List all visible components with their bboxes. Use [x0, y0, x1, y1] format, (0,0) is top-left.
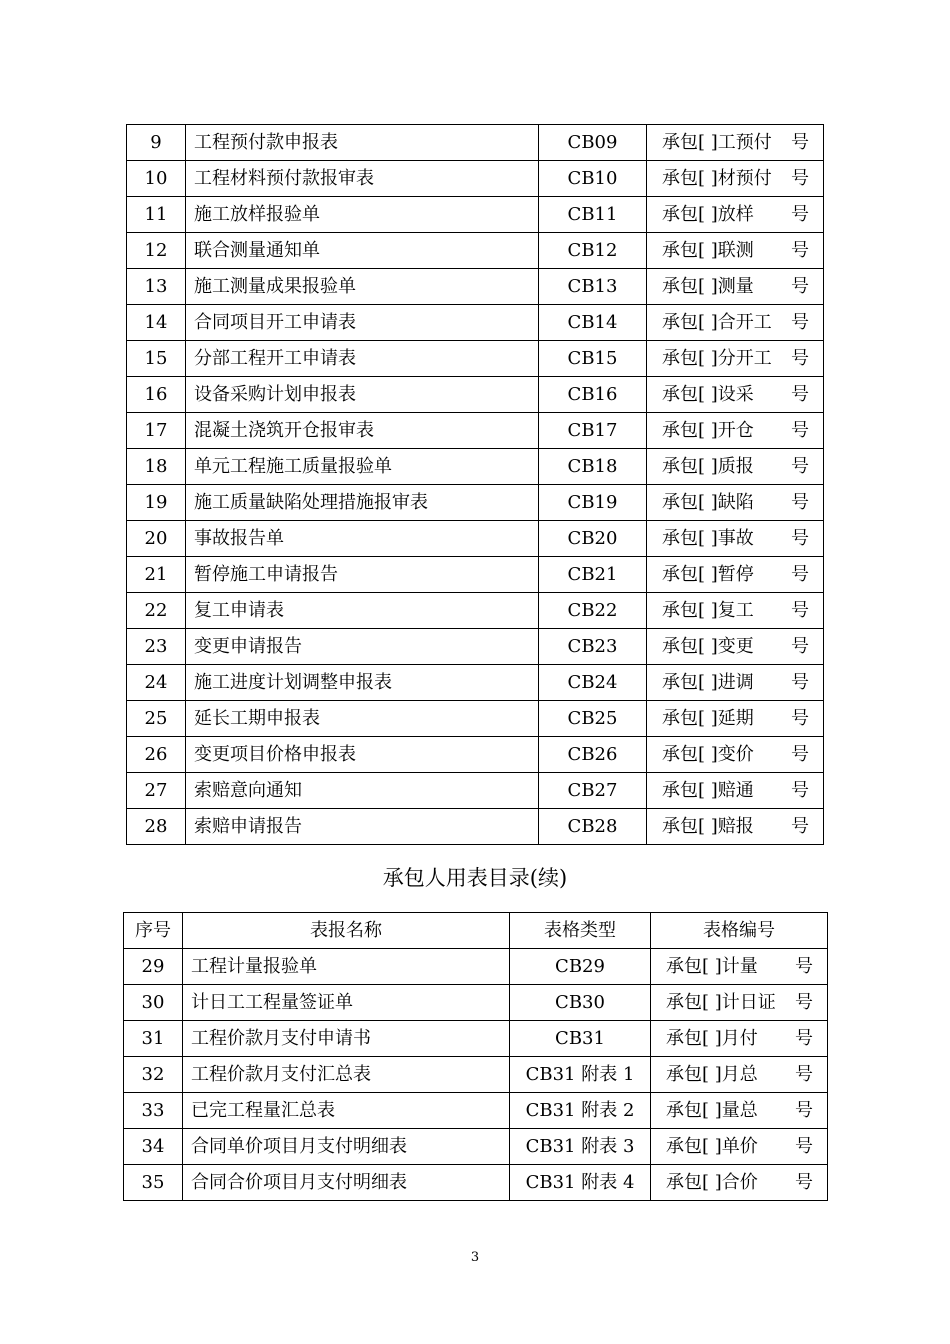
form-code-suffix: 号: [795, 1064, 813, 1085]
row-serial: 17: [127, 413, 186, 449]
row-form-type: CB16: [539, 377, 647, 413]
row-form-name: 复工申请表: [186, 593, 539, 629]
row-form-name: 施工测量成果报验单: [186, 269, 539, 305]
form-code-suffix: 号: [791, 600, 809, 621]
form-code-text: 承包[ ]月付: [666, 1028, 758, 1049]
row-form-name: 工程材料预付款报审表: [186, 161, 539, 197]
row-form-type: CB18: [539, 449, 647, 485]
form-code-suffix: 号: [795, 956, 813, 977]
row-form-name: 分部工程开工申请表: [186, 341, 539, 377]
row-serial: 20: [127, 521, 186, 557]
row-form-type: CB17: [539, 413, 647, 449]
header-form-name: 表报名称: [183, 913, 510, 949]
form-code-wrap: [662, 197, 815, 232]
form-code-text: 承包[ ]材预付: [662, 168, 772, 189]
form-code-text: 承包[ ]单价: [666, 1136, 758, 1157]
header-form-code: 表格编号: [651, 913, 828, 949]
row-serial: 35: [124, 1165, 183, 1201]
table-row: [127, 701, 824, 737]
form-code-wrap: [666, 1129, 819, 1164]
form-code-wrap: [666, 1057, 819, 1092]
table-row: [127, 233, 824, 269]
row-form-code: [647, 377, 824, 413]
form-code-text: 承包[ ]质报: [662, 456, 754, 477]
form-code-suffix: 号: [795, 992, 813, 1013]
table-row: [127, 161, 824, 197]
row-serial: 27: [127, 773, 186, 809]
row-serial: 15: [127, 341, 186, 377]
form-code-text: 承包[ ]赔通: [662, 780, 754, 801]
page-number: 3: [470, 1250, 480, 1265]
row-serial: 13: [127, 269, 186, 305]
header-serial: 序号: [124, 913, 183, 949]
row-serial: 31: [124, 1021, 183, 1057]
table-row: [127, 269, 824, 305]
row-serial: 23: [127, 629, 186, 665]
form-code-wrap: [662, 665, 815, 700]
row-form-code: [647, 341, 824, 377]
row-form-name: 索赔意向通知: [186, 773, 539, 809]
row-serial: 21: [127, 557, 186, 593]
row-form-name: 工程价款月支付汇总表: [183, 1057, 510, 1093]
row-serial: 30: [124, 985, 183, 1021]
table-row: [127, 521, 824, 557]
form-code-suffix: 号: [791, 816, 809, 837]
table-row: [127, 809, 824, 845]
row-form-name: 施工放样报验单: [186, 197, 539, 233]
form-code-suffix: 号: [795, 1172, 813, 1193]
form-code-suffix: 号: [791, 204, 809, 225]
row-form-name: 联合测量通知单: [186, 233, 539, 269]
table-row: [124, 1057, 828, 1093]
table-row: [124, 1129, 828, 1165]
form-code-wrap: [662, 233, 815, 268]
form-code-suffix: 号: [791, 744, 809, 765]
form-code-wrap: [662, 629, 815, 664]
row-form-type: CB23: [539, 629, 647, 665]
row-form-type: CB31 附表 2: [510, 1093, 651, 1129]
row-form-name: 事故报告单: [186, 521, 539, 557]
form-code-suffix: 号: [791, 492, 809, 513]
table-row: [127, 737, 824, 773]
form-code-text: 承包[ ]暂停: [662, 564, 754, 585]
form-code-text: 承包[ ]分开工: [662, 348, 772, 369]
row-form-name: 混凝土浇筑开仓报审表: [186, 413, 539, 449]
row-serial: 32: [124, 1057, 183, 1093]
form-code-wrap: [662, 305, 815, 340]
row-form-code: [647, 125, 824, 161]
form-code-wrap: [662, 125, 815, 160]
row-form-type: CB24: [539, 665, 647, 701]
row-serial: 29: [124, 949, 183, 985]
row-form-name: 设备采购计划申报表: [186, 377, 539, 413]
form-code-wrap: [666, 985, 819, 1020]
form-code-wrap: [662, 485, 815, 520]
form-code-text: 承包[ ]合价: [666, 1172, 758, 1193]
row-form-name: 合同合价项目月支付明细表: [183, 1165, 510, 1201]
row-form-type: CB21: [539, 557, 647, 593]
form-code-suffix: 号: [791, 672, 809, 693]
row-form-type: CB15: [539, 341, 647, 377]
row-serial: 24: [127, 665, 186, 701]
form-code-wrap: [662, 809, 815, 844]
form-code-wrap: [662, 341, 815, 376]
form-code-suffix: 号: [795, 1028, 813, 1049]
form-code-suffix: 号: [795, 1100, 813, 1121]
table-row: [127, 413, 824, 449]
table-row: [127, 773, 824, 809]
form-code-suffix: 号: [791, 528, 809, 549]
row-form-name: 已完工程量汇总表: [183, 1093, 510, 1129]
row-form-code: [647, 305, 824, 341]
row-form-type: CB26: [539, 737, 647, 773]
row-form-code: [651, 1057, 828, 1093]
form-code-text: 承包[ ]月总: [666, 1064, 758, 1085]
row-form-code: [647, 737, 824, 773]
row-form-code: [647, 485, 824, 521]
form-code-wrap: [662, 521, 815, 556]
form-code-text: 承包[ ]变更: [662, 636, 754, 657]
row-form-name: 变更项目价格申报表: [186, 737, 539, 773]
row-serial: 11: [127, 197, 186, 233]
row-form-name: 施工质量缺陷处理措施报审表: [186, 485, 539, 521]
table-row: [124, 1021, 828, 1057]
row-form-code: [647, 233, 824, 269]
row-form-code: [647, 557, 824, 593]
row-form-type: CB20: [539, 521, 647, 557]
form-code-wrap: [666, 1093, 819, 1128]
table-row: [127, 377, 824, 413]
form-code-wrap: [662, 701, 815, 736]
row-form-code: [647, 521, 824, 557]
row-serial: 12: [127, 233, 186, 269]
table-row: [127, 485, 824, 521]
row-form-type: CB27: [539, 773, 647, 809]
table-header-row: [124, 913, 828, 949]
form-code-text: 承包[ ]事故: [662, 528, 754, 549]
form-code-wrap: [662, 593, 815, 628]
form-code-text: 承包[ ]工预付: [662, 132, 772, 153]
row-form-code: [647, 593, 824, 629]
form-code-suffix: 号: [791, 780, 809, 801]
form-code-text: 承包[ ]量总: [666, 1100, 758, 1121]
table-row: [127, 449, 824, 485]
form-code-wrap: [662, 377, 815, 412]
row-form-type: CB10: [539, 161, 647, 197]
row-form-code: [647, 629, 824, 665]
table-row: [124, 949, 828, 985]
row-form-type: CB14: [539, 305, 647, 341]
row-form-name: 索赔申请报告: [186, 809, 539, 845]
form-code-suffix: 号: [791, 636, 809, 657]
row-form-type: CB30: [510, 985, 651, 1021]
row-form-type: CB28: [539, 809, 647, 845]
form-code-text: 承包[ ]放样: [662, 204, 754, 225]
form-code-text: 承包[ ]设采: [662, 384, 754, 405]
table-row: [127, 629, 824, 665]
row-form-type: CB29: [510, 949, 651, 985]
row-form-code: [647, 665, 824, 701]
form-code-wrap: [662, 449, 815, 484]
row-form-code: [647, 197, 824, 233]
form-code-suffix: 号: [791, 348, 809, 369]
table-row: [127, 557, 824, 593]
row-form-code: [647, 701, 824, 737]
form-code-text: 承包[ ]合开工: [662, 312, 772, 333]
form-code-suffix: 号: [791, 312, 809, 333]
row-form-name: 暂停施工申请报告: [186, 557, 539, 593]
row-serial: 14: [127, 305, 186, 341]
row-form-name: 单元工程施工质量报验单: [186, 449, 539, 485]
row-serial: 25: [127, 701, 186, 737]
form-code-wrap: [666, 1165, 819, 1200]
row-form-name: 合同项目开工申请表: [186, 305, 539, 341]
form-code-text: 承包[ ]开仓: [662, 420, 754, 441]
row-form-type: CB31 附表 1: [510, 1057, 651, 1093]
form-code-text: 承包[ ]计量: [666, 956, 758, 977]
row-serial: 18: [127, 449, 186, 485]
row-serial: 33: [124, 1093, 183, 1129]
row-form-name: 施工进度计划调整申报表: [186, 665, 539, 701]
form-code-text: 承包[ ]测量: [662, 276, 754, 297]
row-form-type: CB25: [539, 701, 647, 737]
form-code-suffix: 号: [791, 240, 809, 261]
row-form-code: [651, 985, 828, 1021]
row-form-code: [651, 1093, 828, 1129]
row-form-code: [647, 269, 824, 305]
row-serial: 9: [127, 125, 186, 161]
row-form-code: [651, 949, 828, 985]
row-form-name: 计日工工程量签证单: [183, 985, 510, 1021]
form-code-suffix: 号: [795, 1136, 813, 1157]
form-code-suffix: 号: [791, 276, 809, 297]
row-form-type: CB11: [539, 197, 647, 233]
row-form-code: [647, 773, 824, 809]
form-code-wrap: [666, 949, 819, 984]
row-serial: 10: [127, 161, 186, 197]
table-row: [127, 665, 824, 701]
form-code-suffix: 号: [791, 384, 809, 405]
row-form-type: CB22: [539, 593, 647, 629]
header-form-type: 表格类型: [510, 913, 651, 949]
row-form-type: CB09: [539, 125, 647, 161]
row-form-name: 延长工期申报表: [186, 701, 539, 737]
form-code-text: 承包[ ]赔报: [662, 816, 754, 837]
form-code-wrap: [662, 737, 815, 772]
row-form-name: 工程价款月支付申请书: [183, 1021, 510, 1057]
row-form-name: 工程计量报验单: [183, 949, 510, 985]
row-form-code: [647, 413, 824, 449]
row-form-code: [647, 809, 824, 845]
form-code-suffix: 号: [791, 168, 809, 189]
form-code-suffix: 号: [791, 564, 809, 585]
table-row: [124, 985, 828, 1021]
form-code-text: 承包[ ]计日证: [666, 992, 776, 1013]
form-list-table-1: [126, 124, 824, 845]
table-caption: 承包人用表目录(续): [382, 866, 568, 890]
form-list-table-2-body: [124, 949, 828, 1201]
row-form-name: 工程预付款申报表: [186, 125, 539, 161]
form-code-suffix: 号: [791, 708, 809, 729]
row-form-name: 合同单价项目月支付明细表: [183, 1129, 510, 1165]
table-row: [127, 125, 824, 161]
row-serial: 26: [127, 737, 186, 773]
table-row: [127, 341, 824, 377]
form-code-text: 承包[ ]进调: [662, 672, 754, 693]
row-form-code: [647, 161, 824, 197]
table-row: [127, 593, 824, 629]
table-row: [124, 1093, 828, 1129]
row-form-type: CB31 附表 3: [510, 1129, 651, 1165]
form-code-wrap: [662, 413, 815, 448]
form-code-wrap: [662, 269, 815, 304]
form-code-suffix: 号: [791, 456, 809, 477]
form-code-text: 承包[ ]延期: [662, 708, 754, 729]
row-serial: 34: [124, 1129, 183, 1165]
row-form-type: CB31 附表 4: [510, 1165, 651, 1201]
form-code-text: 承包[ ]缺陷: [662, 492, 754, 513]
row-form-code: [647, 449, 824, 485]
form-code-wrap: [662, 557, 815, 592]
row-serial: 19: [127, 485, 186, 521]
table-row: [127, 305, 824, 341]
row-form-type: CB31: [510, 1021, 651, 1057]
row-serial: 16: [127, 377, 186, 413]
form-code-text: 承包[ ]复工: [662, 600, 754, 621]
row-form-code: [651, 1129, 828, 1165]
table-row: [127, 197, 824, 233]
row-form-type: CB19: [539, 485, 647, 521]
form-code-suffix: 号: [791, 420, 809, 441]
row-form-code: [651, 1021, 828, 1057]
row-form-type: CB12: [539, 233, 647, 269]
row-form-code: [651, 1165, 828, 1201]
form-code-wrap: [662, 161, 815, 196]
form-code-text: 承包[ ]变价: [662, 744, 754, 765]
row-form-type: CB13: [539, 269, 647, 305]
form-code-suffix: 号: [791, 132, 809, 153]
row-serial: 28: [127, 809, 186, 845]
row-form-name: 变更申请报告: [186, 629, 539, 665]
table-row: [124, 1165, 828, 1201]
form-code-wrap: [662, 773, 815, 808]
form-list-table-2: [123, 912, 828, 1201]
form-code-text: 承包[ ]联测: [662, 240, 754, 261]
form-list-table-1-body: [127, 125, 824, 845]
form-code-wrap: [666, 1021, 819, 1056]
row-serial: 22: [127, 593, 186, 629]
